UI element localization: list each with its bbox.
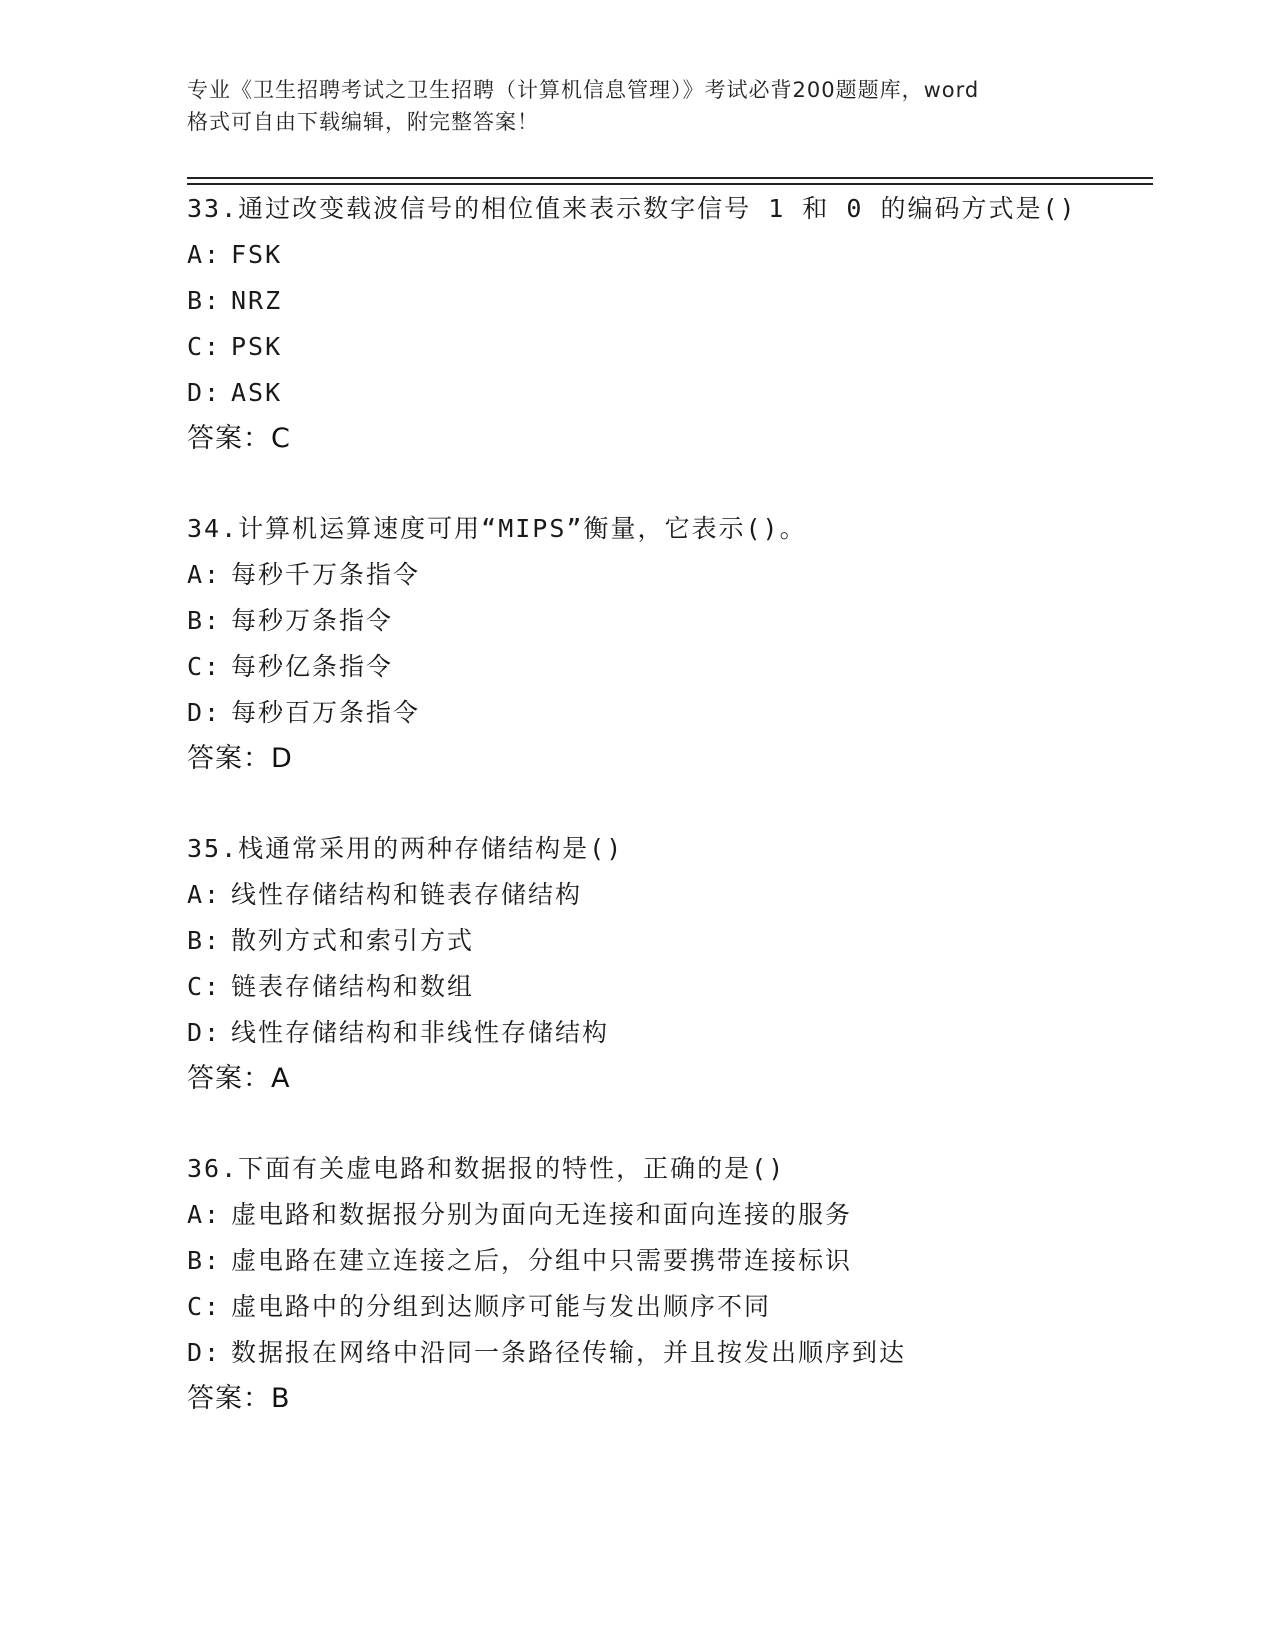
option-d: [187, 1010, 1187, 1056]
option-letter: A:: [187, 240, 222, 269]
option-text: 数据报在网络中沿同一条路径传输，并且按发出顺序到达: [231, 1338, 907, 1367]
option-d: [187, 1330, 1187, 1376]
option-a: [187, 232, 1187, 278]
option-letter: B:: [187, 1246, 222, 1275]
option-letter: B:: [187, 926, 222, 955]
option-text: 链表存储结构和数组: [231, 972, 475, 1001]
option-b: [187, 918, 1187, 964]
option-letter: D:: [187, 1018, 222, 1047]
option-letter: D:: [187, 378, 222, 407]
option-letter: C:: [187, 1292, 222, 1321]
option-b: [187, 598, 1187, 644]
option-b: [187, 1238, 1187, 1284]
option-d: [187, 370, 1187, 416]
document-header: [187, 74, 1087, 138]
option-text: PSK: [231, 332, 283, 361]
option-letter: C:: [187, 652, 222, 681]
option-letter: C:: [187, 972, 222, 1001]
answer-line: 答案：B: [187, 1383, 291, 1414]
option-text: 每秒亿条指令: [231, 652, 394, 681]
option-text: NRZ: [231, 286, 283, 315]
option-text: 每秒百万条指令: [231, 698, 421, 727]
option-c: [187, 1284, 1187, 1330]
answer-line: 答案：C: [187, 423, 291, 454]
question-stem: 33.通过改变载波信号的相位值来表示数字信号 1 和 0 的编码方式是(): [187, 194, 1077, 223]
option-letter: B:: [187, 286, 222, 315]
option-text: 线性存储结构和非线性存储结构: [231, 1018, 610, 1047]
option-letter: D:: [187, 1338, 222, 1367]
option-text: 每秒千万条指令: [231, 560, 421, 589]
question-stem: 34.计算机运算速度可用“MIPS”衡量，它表示()。: [187, 514, 807, 543]
header-divider-bottom: [187, 183, 1153, 185]
option-letter: D:: [187, 698, 222, 727]
option-text: 虚电路中的分组到达顺序可能与发出顺序不同: [231, 1292, 772, 1321]
question-33: [187, 186, 1187, 462]
header-line-2: 格式可自由下载编辑，附完整答案！: [187, 110, 539, 134]
option-letter: B:: [187, 606, 222, 635]
option-d: [187, 690, 1187, 736]
option-b: [187, 278, 1187, 324]
option-a: [187, 872, 1187, 918]
option-text: 虚电路在建立连接之后，分组中只需要携带连接标识: [231, 1246, 853, 1275]
answer-line: 答案：D: [187, 743, 293, 774]
question-34: [187, 506, 1187, 782]
option-a: [187, 1192, 1187, 1238]
question-35: [187, 826, 1187, 1102]
option-text: 每秒万条指令: [231, 606, 394, 635]
option-text: ASK: [231, 378, 283, 407]
option-letter: C:: [187, 332, 222, 361]
question-36: [187, 1146, 1187, 1422]
header-divider-top: [187, 177, 1153, 179]
option-text: FSK: [231, 240, 283, 269]
option-c: [187, 964, 1187, 1010]
option-text: 线性存储结构和链表存储结构: [231, 880, 583, 909]
question-stem: 36.下面有关虚电路和数据报的特性，正确的是(): [187, 1154, 786, 1183]
option-letter: A:: [187, 1200, 222, 1229]
answer-line: 答案：A: [187, 1063, 291, 1094]
question-stem: 35.栈通常采用的两种存储结构是(): [187, 834, 624, 863]
option-c: [187, 644, 1187, 690]
option-c: [187, 324, 1187, 370]
header-line-1: 专业《卫生招聘考试之卫生招聘（计算机信息管理）》考试必背200题题库，word: [187, 78, 980, 102]
option-text: 虚电路和数据报分别为面向无连接和面向连接的服务: [231, 1200, 853, 1229]
option-text: 散列方式和索引方式: [231, 926, 475, 955]
option-letter: A:: [187, 560, 222, 589]
option-a: [187, 552, 1187, 598]
option-letter: A:: [187, 880, 222, 909]
